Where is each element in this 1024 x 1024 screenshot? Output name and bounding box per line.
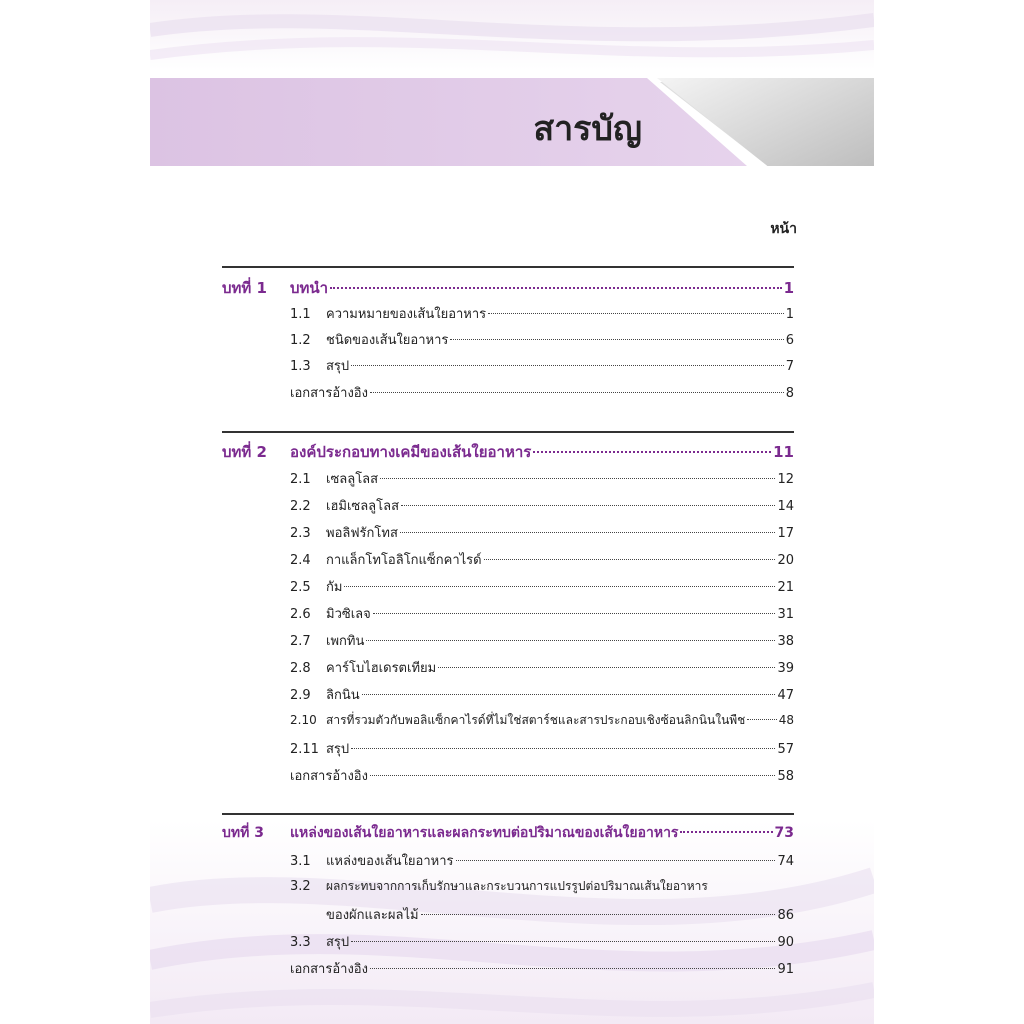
entry-page: 31 — [777, 607, 794, 622]
chapter-heading[interactable] — [222, 276, 794, 302]
dot-leader — [370, 392, 784, 393]
toc-entry[interactable] — [290, 468, 794, 492]
dot-leader — [421, 914, 776, 915]
dot-leader — [370, 775, 776, 776]
entry-title: สารที่รวมตัวกับพอลิแซ็กคาไรด์ที่ไม่ใช่สตาร์ชและสารประกอบเชิงซ้อนลิกนินในพืช — [326, 713, 746, 727]
entry-page: 12 — [777, 472, 794, 487]
entry-number: 3.1 — [290, 854, 311, 869]
dot-leader — [484, 559, 776, 560]
entry-number: 3.3 — [290, 935, 311, 950]
entry-title: เอกสารอ้างอิง — [290, 769, 368, 784]
entry-page: 7 — [785, 359, 794, 374]
toc-entry[interactable] — [290, 549, 794, 573]
chapter-label: บทที่ 1 — [222, 279, 267, 297]
entry-title: ความหมายของเส้นใยอาหาร — [326, 307, 487, 322]
entry-title: สรุป — [326, 359, 350, 374]
toc-entry[interactable] — [290, 684, 794, 708]
entry-title: ลิกนิน — [326, 688, 360, 703]
entry-number: 2.6 — [290, 607, 311, 622]
entry-title-continuation: ของผักและผลไม้ — [326, 908, 419, 923]
entry-page: 90 — [777, 935, 794, 950]
dot-leader — [456, 860, 776, 861]
entry-number: 2.7 — [290, 634, 311, 649]
chapter-label: บทที่ 2 — [222, 443, 267, 461]
entry-page: 48 — [778, 713, 794, 727]
toc-entry-references[interactable] — [290, 765, 794, 789]
entry-page: 39 — [777, 661, 794, 676]
dot-leader — [680, 831, 772, 833]
dot-leader — [351, 941, 775, 942]
entry-title: มิวซิเลจ — [326, 607, 371, 622]
entry-title: กาแล็กโทโอลิโกแซ็กคาไรด์ — [326, 553, 482, 568]
toc-entry[interactable] — [290, 576, 794, 600]
dot-leader — [373, 613, 776, 614]
dot-leader — [400, 532, 776, 533]
toc-entry-references[interactable] — [290, 958, 794, 982]
dot-leader — [366, 640, 775, 641]
entry-title: เอกสารอ้างอิง — [290, 386, 368, 401]
entry-title: เอกสารอ้างอิง — [290, 962, 368, 977]
chapter-divider — [222, 431, 794, 433]
toc-entry[interactable] — [290, 303, 794, 327]
entry-title: เพกทิน — [326, 634, 365, 649]
chapter-divider — [222, 266, 794, 268]
chapter-heading[interactable] — [222, 822, 794, 848]
entry-page: 57 — [777, 742, 794, 757]
entry-title: กัม — [326, 580, 343, 595]
entry-page: 17 — [777, 526, 794, 541]
entry-number: 2.9 — [290, 688, 311, 703]
page-column-header: หน้า — [770, 221, 797, 237]
chapter-title: องค์ประกอบทางเคมีของเส้นใยอาหาร — [290, 443, 532, 461]
entry-title: สรุป — [326, 742, 350, 757]
toc-entry[interactable] — [290, 738, 794, 762]
entry-number: 2.4 — [290, 553, 311, 568]
entry-number: 1.3 — [290, 359, 311, 374]
entry-page: 20 — [777, 553, 794, 568]
entry-title: คาร์โบไฮเดรตเทียม — [326, 661, 437, 676]
toc-entry[interactable] — [290, 329, 794, 353]
dot-leader — [450, 339, 783, 340]
entry-page: 47 — [777, 688, 794, 703]
dot-leader — [438, 667, 775, 668]
chapter-page: 1 — [783, 279, 794, 297]
toc-entry-references[interactable] — [290, 382, 794, 406]
dot-leader — [380, 478, 775, 479]
entry-page: 91 — [777, 962, 794, 977]
toc-entry[interactable] — [290, 850, 794, 874]
entry-page: 21 — [777, 580, 794, 595]
entry-number: 1.1 — [290, 307, 311, 322]
entry-page: 58 — [777, 769, 794, 784]
dot-leader — [747, 719, 776, 720]
dot-leader — [401, 505, 775, 506]
toc-entry[interactable] — [290, 603, 794, 627]
toc-entry-multiline-first[interactable] — [290, 877, 794, 901]
toc-entry[interactable] — [290, 711, 794, 735]
dot-leader — [351, 365, 784, 366]
chapter-page: 73 — [774, 825, 794, 841]
toc-entry[interactable] — [290, 657, 794, 681]
dot-leader — [344, 586, 775, 587]
entry-number: 2.3 — [290, 526, 311, 541]
entry-title: เฮมิเซลลูโลส — [326, 499, 400, 514]
dot-leader — [488, 313, 784, 314]
dot-leader — [370, 968, 776, 969]
entry-number: 2.8 — [290, 661, 311, 676]
entry-page: 6 — [785, 333, 794, 348]
entry-title: แหล่งของเส้นใยอาหาร — [326, 854, 454, 869]
entry-page: 1 — [785, 307, 794, 322]
chapter-title: บทนำ — [290, 279, 329, 297]
chapter-title: แหล่งของเส้นใยอาหารและผลกระทบต่อปริมาณของเส้นใยอาหาร — [290, 825, 679, 841]
entry-page: 74 — [777, 854, 794, 869]
toc-entry[interactable] — [290, 630, 794, 654]
dot-leader — [351, 748, 775, 749]
toc-entry-multiline-continuation[interactable] — [326, 904, 794, 928]
entry-page: 86 — [777, 908, 794, 923]
entry-page: 14 — [777, 499, 794, 514]
document-page — [150, 0, 874, 1024]
chapter-label: บทที่ 3 — [222, 825, 264, 841]
dot-leader — [330, 287, 781, 289]
entry-number: 2.5 — [290, 580, 311, 595]
chapter-heading[interactable] — [222, 440, 794, 466]
dot-leader — [362, 694, 776, 695]
entry-number: 3.2 — [290, 879, 311, 894]
toc-entry[interactable] — [290, 355, 794, 379]
entry-number: 1.2 — [290, 333, 311, 348]
entry-number: 2.1 — [290, 472, 311, 487]
entry-title: ชนิดของเส้นใยอาหาร — [326, 333, 449, 348]
entry-title: สรุป — [326, 935, 350, 950]
entry-page: 38 — [777, 634, 794, 649]
entry-number: 2.2 — [290, 499, 311, 514]
entry-title: ผลกระทบจากการเก็บรักษาและกระบวนการแปรรูปต่อปริมาณเส้นใยอาหาร — [326, 879, 708, 893]
toc-entry[interactable] — [290, 522, 794, 546]
chapter-divider — [222, 813, 794, 815]
entry-page: 8 — [785, 386, 794, 401]
entry-number: 2.10 — [290, 713, 317, 727]
entry-title: เซลลูโลส — [326, 472, 379, 487]
toc-entry[interactable] — [290, 931, 794, 955]
entry-number: 2.11 — [290, 742, 319, 757]
toc-entry[interactable] — [290, 495, 794, 519]
chapter-page: 11 — [773, 443, 794, 461]
page-title: สารบัญ — [533, 109, 642, 149]
dot-leader — [533, 451, 771, 453]
entry-title: พอลิฟรักโทส — [326, 526, 398, 541]
